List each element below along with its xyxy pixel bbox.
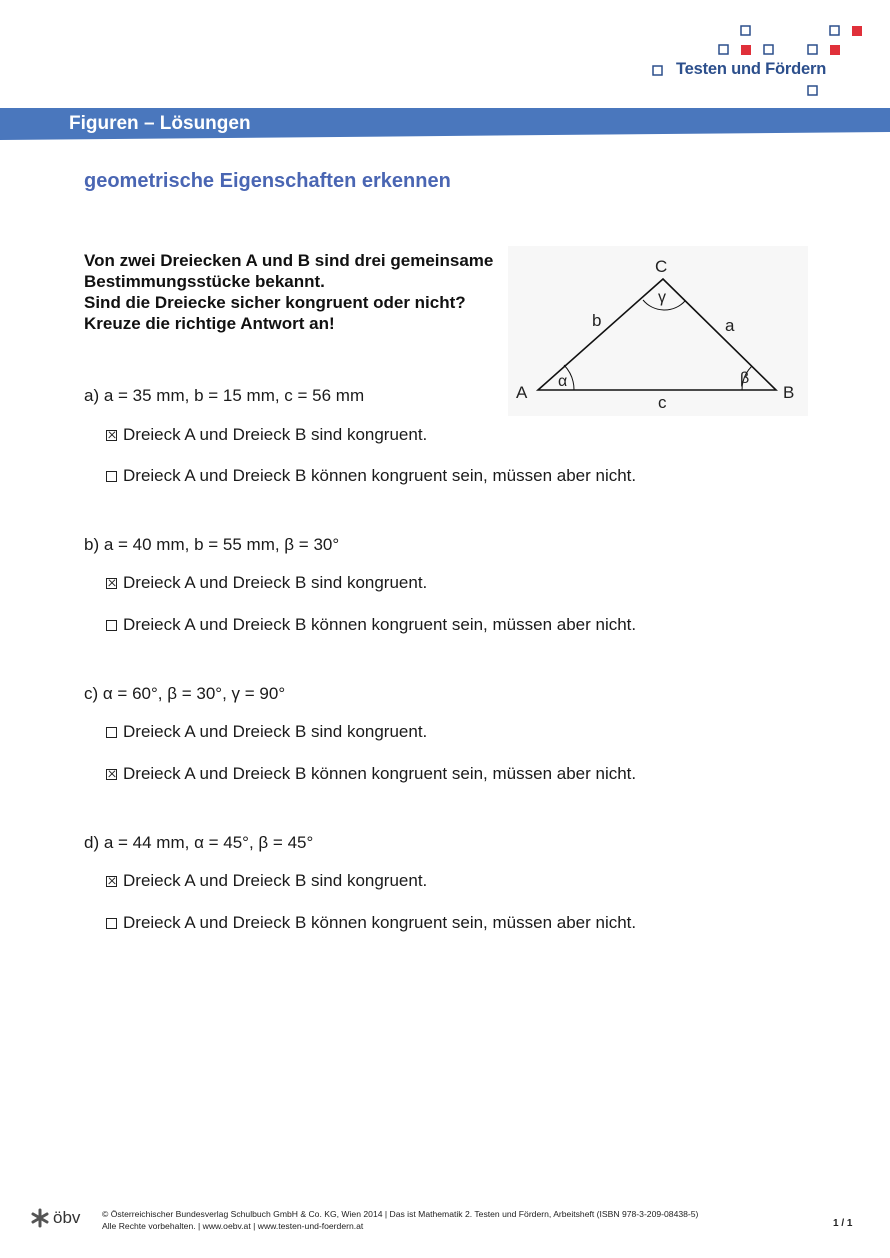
angle-gamma-label: γ <box>658 289 666 306</box>
option-text: Dreieck A und Dreieck B sind kongruent. <box>123 871 428 890</box>
option-text: Dreieck A und Dreieck B sind kongruent. <box>123 722 428 741</box>
publisher-logo-text: öbv <box>53 1208 81 1227</box>
brand-logo-text: Testen und Fördern <box>676 60 827 78</box>
page-number: 1 / 1 <box>833 1218 853 1229</box>
checkbox-icon[interactable] <box>106 471 117 482</box>
task-a: a) a = 35 mm, b = 15 mm, c = 56 mm <box>84 386 365 405</box>
instruction-line: Von zwei Dreiecken A und B sind drei gemeinsame <box>84 251 494 270</box>
vertex-a-label: A <box>516 383 528 402</box>
task-b: b) a = 40 mm, b = 55 mm, β = 30° <box>84 535 340 554</box>
checkbox-icon[interactable] <box>106 620 117 631</box>
instruction-line: Kreuze die richtige Antwort an! <box>84 314 335 333</box>
side-a-label: a <box>725 316 735 335</box>
instructions <box>84 250 524 334</box>
side-c-label: c <box>658 393 667 412</box>
task-d-option-2[interactable] <box>106 913 636 933</box>
option-text: Dreieck A und Dreieck B können kongruent sein, müssen aber nicht. <box>123 615 637 634</box>
checkbox-icon[interactable] <box>106 727 117 738</box>
task-a-option-1[interactable] <box>106 425 427 445</box>
task-c-option-2[interactable] <box>106 764 636 784</box>
checkbox-icon[interactable] <box>106 918 117 929</box>
option-text: Dreieck A und Dreieck B können kongruent sein, müssen aber nicht. <box>123 913 637 932</box>
task-c-option-1[interactable] <box>106 722 427 742</box>
task-b-option-2[interactable] <box>106 615 636 635</box>
vertex-b-label: B <box>783 383 795 402</box>
triangle-diagram <box>508 246 808 416</box>
checked-box-icon[interactable] <box>106 876 117 887</box>
copyright-line: © Österreichischer Bundesverlag Schulbuch GmbH & Co. KG, Wien 2014 | Das ist Mathematik 2. Testen und Fördern, Arbeitsheft (ISBN 978-3-209-08438-5) <box>102 1209 699 1219</box>
copyright-footer <box>102 1208 698 1232</box>
checked-box-icon[interactable] <box>106 430 117 441</box>
side-b-label: b <box>592 311 602 330</box>
option-text: Dreieck A und Dreieck B sind kongruent. <box>123 425 428 444</box>
instruction-line: Bestimmungsstücke bekannt. <box>84 272 325 291</box>
publisher-star-icon <box>30 1208 50 1228</box>
section-subtitle: geometrische Eigenschaften erkennen <box>84 170 451 192</box>
rights-line: Alle Rechte vorbehalten. | www.oebv.at | www.testen-und-foerdern.at <box>102 1221 364 1231</box>
checked-box-icon[interactable] <box>106 769 117 780</box>
task-c: c) α = 60°, β = 30°, γ = 90° <box>84 684 286 703</box>
instruction-line: Sind die Dreiecke sicher kongruent oder nicht? <box>84 293 466 312</box>
task-b-option-1[interactable] <box>106 573 427 593</box>
checked-box-icon[interactable] <box>106 578 117 589</box>
angle-alpha-label: α <box>558 373 568 390</box>
angle-beta-label: β <box>740 370 750 387</box>
vertex-c-label: C <box>655 257 668 276</box>
option-text: Dreieck A und Dreieck B sind kongruent. <box>123 573 428 592</box>
publisher-logo <box>30 1208 80 1228</box>
task-d: d) a = 44 mm, α = 45°, β = 45° <box>84 833 314 852</box>
option-text: Dreieck A und Dreieck B können kongruent sein, müssen aber nicht. <box>123 764 637 783</box>
option-text: Dreieck A und Dreieck B können kongruent sein, müssen aber nicht. <box>123 466 637 485</box>
page-title: Figuren – Lösungen <box>69 113 251 134</box>
task-d-option-1[interactable] <box>106 871 427 891</box>
task-a-option-2[interactable] <box>106 466 636 486</box>
